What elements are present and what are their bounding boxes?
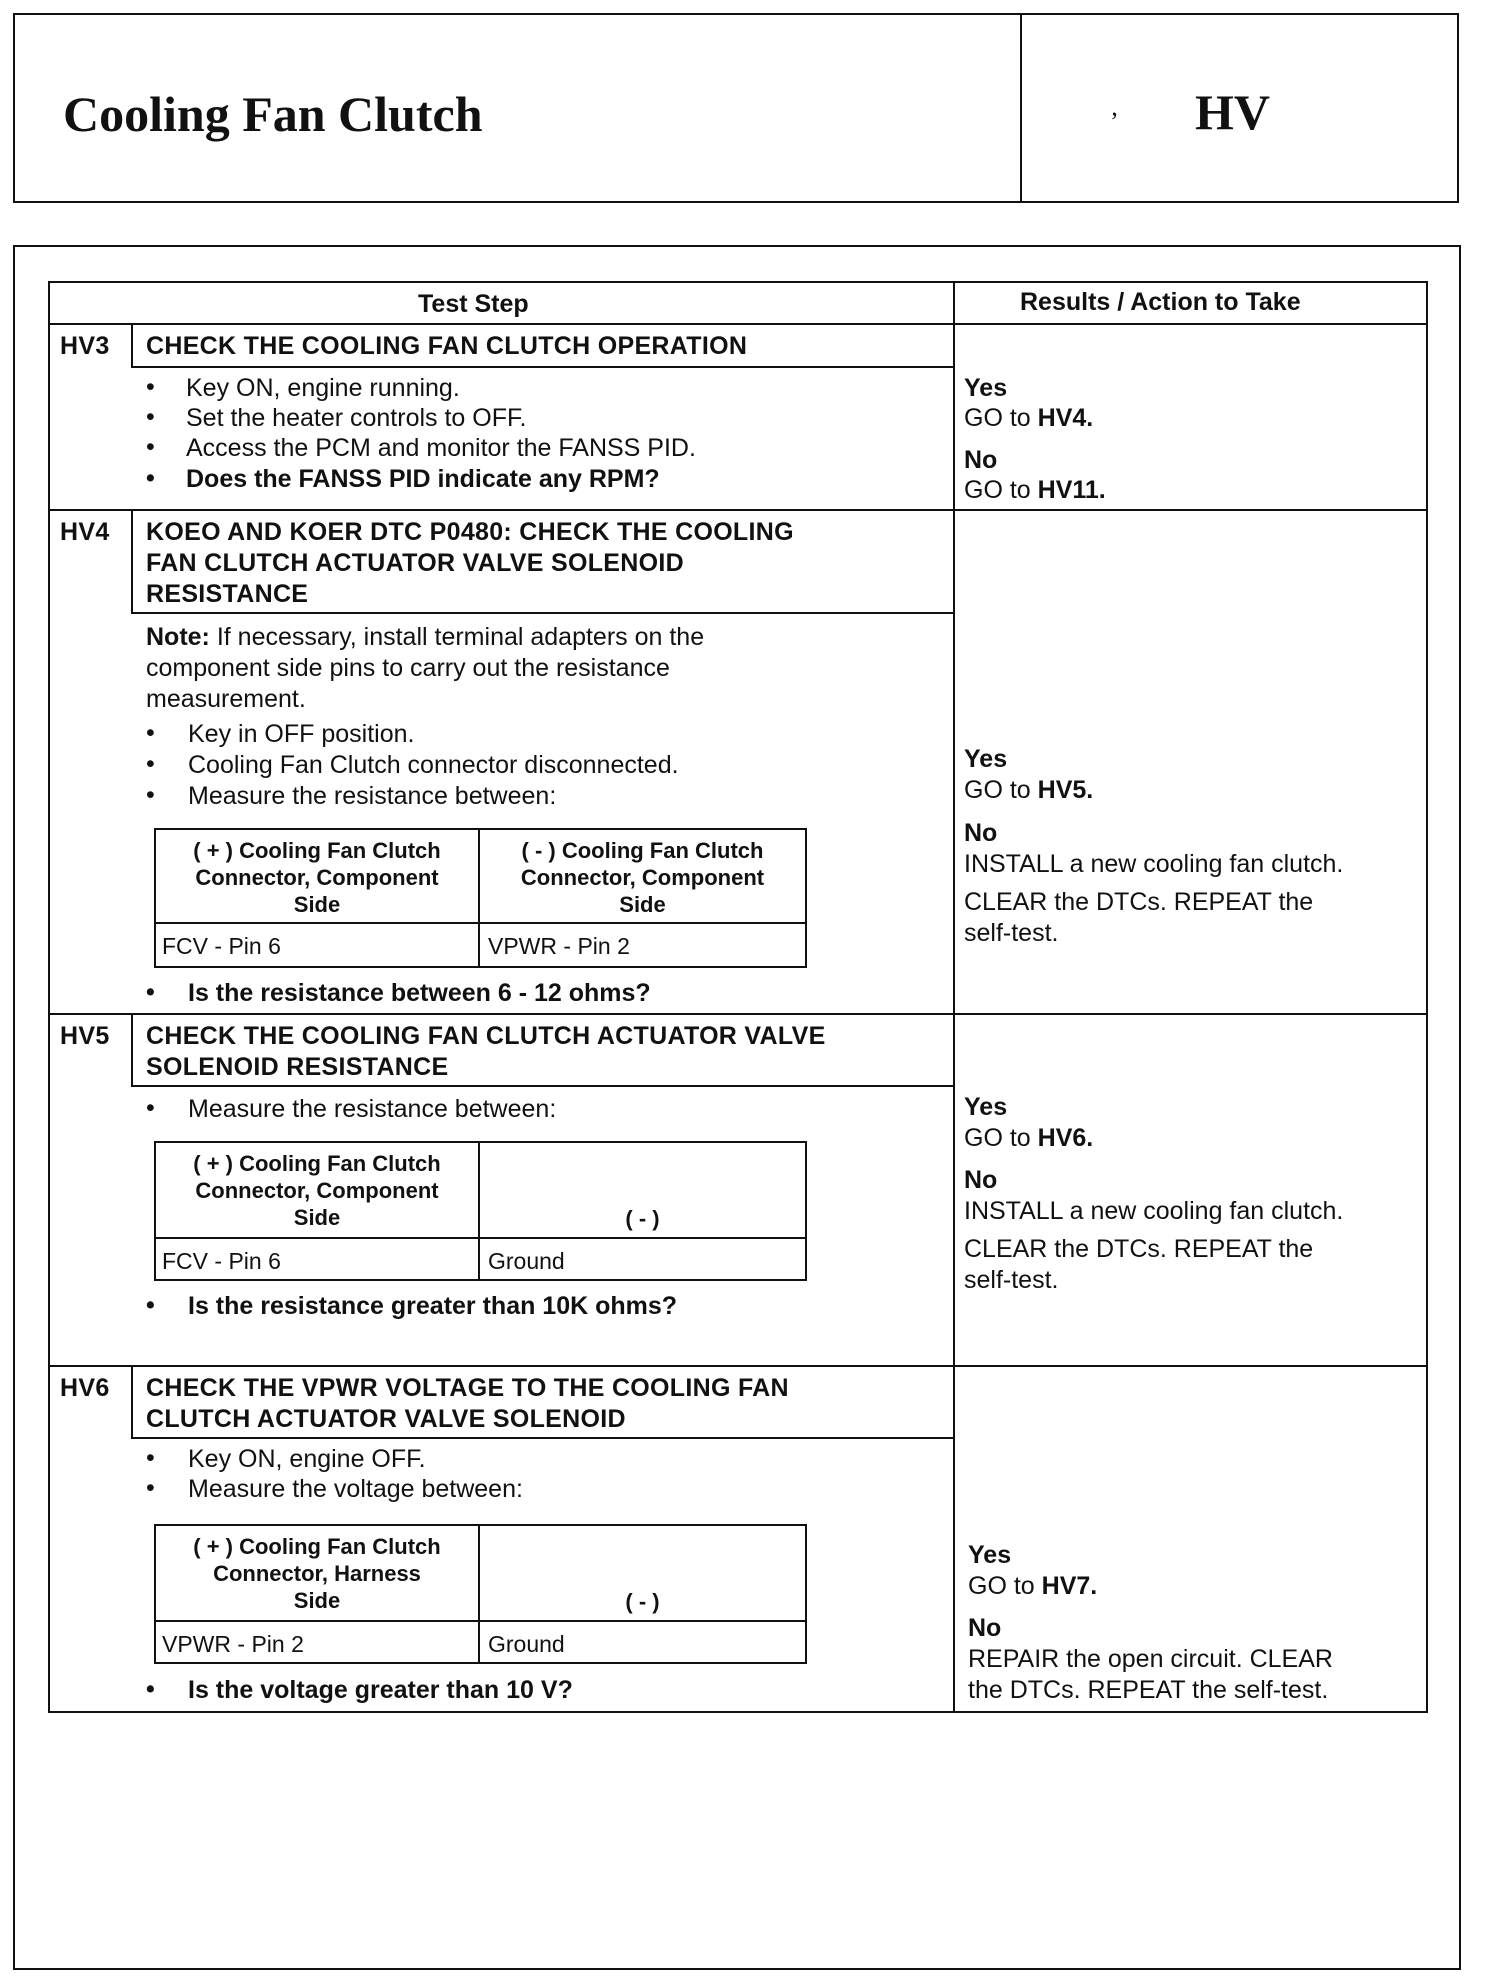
step-title-hv4: RESISTANCE xyxy=(146,580,309,608)
pin-table-cell: Ground xyxy=(488,1248,565,1274)
page-header xyxy=(13,13,1459,203)
hv3-question: Does the FANSS PID indicate any RPM? xyxy=(186,465,660,493)
hv6-bullet: Key ON, engine OFF. xyxy=(188,1445,426,1473)
hv3-bullet: Key ON, engine running. xyxy=(186,374,460,402)
hv4-question: Is the resistance between 6 - 12 ohms? xyxy=(188,979,651,1007)
pin-table-header: ( - ) Cooling Fan Clutch Connector, Component Side xyxy=(520,838,765,917)
pin-table-header: ( + ) Cooling Fan Clutch Connector, Component Side xyxy=(193,1151,441,1230)
pin-table-cell: FCV - Pin 6 xyxy=(162,933,281,959)
hv4-no-action: CLEAR the DTCs. REPEAT the xyxy=(964,888,1314,916)
hv4-no-label: No xyxy=(964,819,998,847)
hv5-no-action: CLEAR the DTCs. REPEAT the xyxy=(964,1235,1314,1263)
hv3-yes-target: HV4. xyxy=(1037,404,1094,432)
hv6-yes-action: GO to HV7. xyxy=(968,1572,1098,1600)
hv4-yes-target: HV5. xyxy=(1037,776,1094,804)
hv5-yes-target: HV6. xyxy=(1037,1124,1094,1152)
hv4-note: component side pins to carry out the resistance xyxy=(146,654,670,682)
pin-table-header: ( - ) xyxy=(625,1206,660,1231)
hv4-pin-table xyxy=(154,828,807,968)
hv5-yes-action: GO to HV6. xyxy=(964,1124,1094,1152)
hv6-pin-table xyxy=(154,1524,807,1664)
pin-table-header: ( + ) Cooling Fan Clutch Connector, Harness Side xyxy=(193,1534,441,1613)
hv4-no-action: self-test. xyxy=(964,919,1059,947)
step-title-hv5: CHECK THE COOLING FAN CLUTCH ACTUATOR VALVE xyxy=(146,1022,826,1050)
step-title-hv6: CLUTCH ACTUATOR VALVE SOLENOID xyxy=(146,1405,626,1433)
hv4-bullet: Measure the resistance between: xyxy=(188,782,557,810)
hv3-no-action: GO to HV11. xyxy=(964,476,1106,504)
step-title-hv4: KOEO AND KOER DTC P0480: CHECK THE COOLING xyxy=(146,518,794,546)
hv4-note: measurement. xyxy=(146,685,306,713)
step-id-hv4: HV4 xyxy=(60,518,110,546)
step-title-hv6: CHECK THE VPWR VOLTAGE TO THE COOLING FAN xyxy=(146,1374,789,1402)
col-header-test-step: Test Step xyxy=(418,290,529,318)
hv6-question: Is the voltage greater than 10 V? xyxy=(188,1676,573,1704)
hv6-yes-label: Yes xyxy=(968,1541,1012,1569)
hv5-question: Is the resistance greater than 10K ohms? xyxy=(188,1292,678,1320)
hv4-bullet: Cooling Fan Clutch connector disconnected. xyxy=(188,751,679,779)
hv4-yes-label: Yes xyxy=(964,745,1008,773)
hv5-no-action: self-test. xyxy=(964,1266,1059,1294)
step-title-hv4: FAN CLUTCH ACTUATOR VALVE SOLENOID xyxy=(146,549,684,577)
pin-table-header: ( + ) Cooling Fan Clutch Connector, Component Side xyxy=(193,838,441,917)
hv5-no-label: No xyxy=(964,1166,998,1194)
step-id-hv6: HV6 xyxy=(60,1374,110,1402)
pin-table-cell: FCV - Pin 6 xyxy=(162,1248,281,1274)
hv6-bullet: Measure the voltage between: xyxy=(188,1475,523,1503)
pin-table-cell: VPWR - Pin 2 xyxy=(162,1631,304,1657)
step-title-hv5: SOLENOID RESISTANCE xyxy=(146,1053,449,1081)
hv5-no-action: INSTALL a new cooling fan clutch. xyxy=(964,1197,1344,1225)
header-divider xyxy=(1020,15,1022,201)
step-id-hv3: HV3 xyxy=(60,332,110,360)
hv3-no-target: HV11. xyxy=(1037,476,1106,504)
header-mark: ’ xyxy=(1110,107,1119,136)
hv4-yes-action: GO to HV5. xyxy=(964,776,1094,804)
hv3-yes-label: Yes xyxy=(964,374,1008,402)
step-id-hv5: HV5 xyxy=(60,1022,110,1050)
hv3-bullet: Set the heater controls to OFF. xyxy=(186,404,527,432)
hv6-yes-target: HV7. xyxy=(1041,1572,1098,1600)
col-header-results: Results / Action to Take xyxy=(1020,288,1301,316)
section-code: HV xyxy=(1195,84,1270,140)
page-title: Cooling Fan Clutch xyxy=(63,86,483,142)
hv6-no-action: REPAIR the open circuit. CLEAR xyxy=(968,1645,1333,1673)
hv5-bullet: Measure the resistance between: xyxy=(188,1095,557,1123)
hv3-bullet: Access the PCM and monitor the FANSS PID. xyxy=(186,434,696,462)
hv6-no-action: the DTCs. REPEAT the self-test. xyxy=(968,1676,1329,1704)
hv3-no-label: No xyxy=(964,446,998,474)
pin-table-header: ( - ) xyxy=(625,1589,660,1614)
hv4-no-action: INSTALL a new cooling fan clutch. xyxy=(964,850,1344,878)
step-title-hv3: CHECK THE COOLING FAN CLUTCH OPERATION xyxy=(146,332,748,360)
hv5-pin-table xyxy=(154,1141,807,1281)
hv4-bullet: Key in OFF position. xyxy=(188,720,415,748)
pin-table-cell: VPWR - Pin 2 xyxy=(488,933,630,959)
hv6-no-label: No xyxy=(968,1614,1002,1642)
hv4-note: Note: If necessary, install terminal adapters on the xyxy=(146,623,705,651)
hv3-yes-action: GO to HV4. xyxy=(964,404,1094,432)
hv5-yes-label: Yes xyxy=(964,1093,1008,1121)
pin-table-cell: Ground xyxy=(488,1631,565,1657)
